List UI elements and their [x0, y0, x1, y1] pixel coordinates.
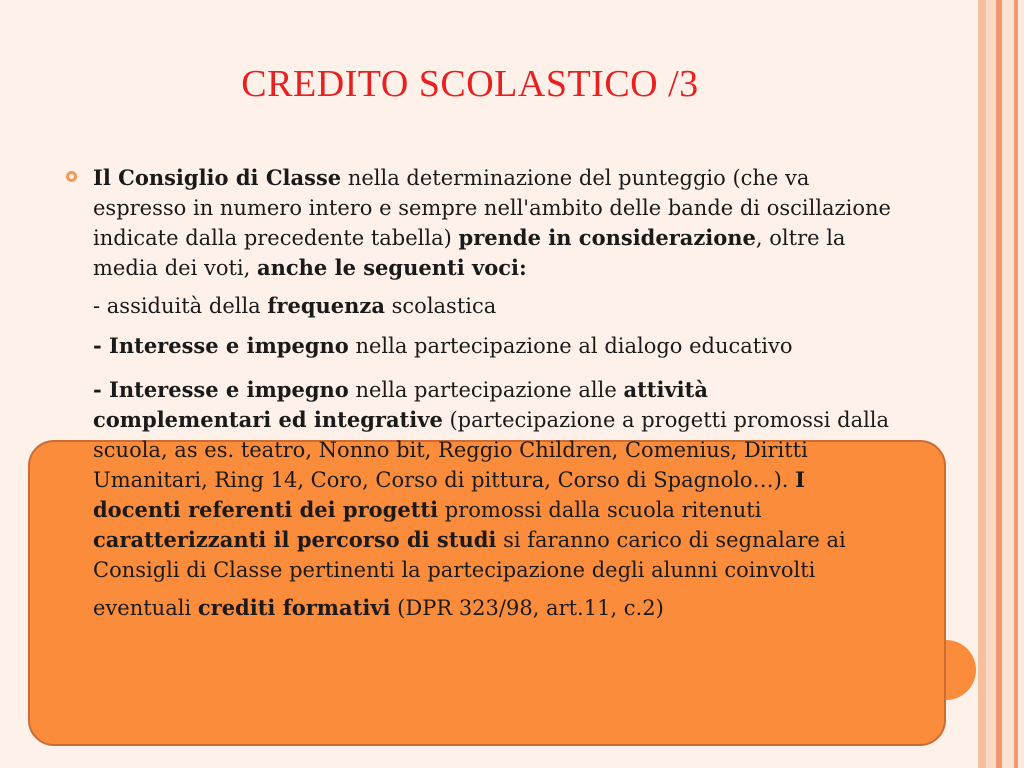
bold-text: Il Consiglio di Classe — [93, 165, 342, 190]
body-text: promossi dalla scuola ritenuti — [438, 498, 762, 522]
bold-text: anche le seguenti voci: — [256, 255, 527, 280]
stripe — [978, 0, 986, 768]
body-text: - assiduità della — [93, 294, 268, 318]
body-text: scolastica — [384, 294, 497, 318]
slide-title: CREDITO SCOLASTICO /3 — [241, 63, 699, 105]
bold-text: attività complementari ed integrative — [93, 377, 708, 432]
bold-text: - Interesse e impegno — [93, 333, 349, 358]
bold-text: caratterizzanti il percorso di studi — [93, 527, 497, 552]
body-text: nella partecipazione alle — [348, 378, 624, 402]
item-frequenza — [93, 291, 893, 321]
item-crediti-formativi — [93, 593, 893, 623]
bold-text: crediti formativi — [197, 595, 391, 620]
stripe — [986, 0, 996, 768]
body-text: , oltre la media dei voti, — [93, 226, 846, 280]
body-text: eventuali — [93, 596, 198, 620]
body-text: si faranno carico di segnalare ai Consigli di Classe pertinenti la partecipazione degli alunni coinvolti — [93, 528, 846, 582]
bold-text: - Interesse e impegno — [93, 377, 349, 402]
right-decorative-stripes — [978, 0, 1024, 768]
bold-text: I docenti referenti dei progetti — [93, 467, 805, 522]
item-attivita-complementari — [93, 375, 893, 585]
body-text: (DPR 323/98, art.11, c.2) — [390, 596, 664, 620]
body-text: nella partecipazione al dialogo educativo — [348, 334, 793, 358]
bullet-icon — [66, 171, 77, 182]
bold-text: frequenza — [267, 293, 385, 318]
body-text: nella determinazione del punteggio (che va espresso in numero intero e sempre nell'ambito delle bande di oscillazione indicate dalla precedente tabella) — [93, 166, 891, 250]
stripe — [1018, 0, 1024, 768]
item-dialogo-educativo — [93, 331, 893, 361]
body-text: (partecipazione a progetti promossi dalla scuola, as es. teatro, Nonno bit, Reggio Children, Comenius, Diritti Umanitari, Ring 14, Coro, Corso di pittura, Corso di Spagnolo…). — [93, 408, 890, 492]
stripe — [1002, 0, 1014, 768]
slide-body — [93, 163, 893, 623]
bold-text: prende in considerazione — [458, 225, 756, 250]
main-paragraph — [93, 163, 893, 283]
